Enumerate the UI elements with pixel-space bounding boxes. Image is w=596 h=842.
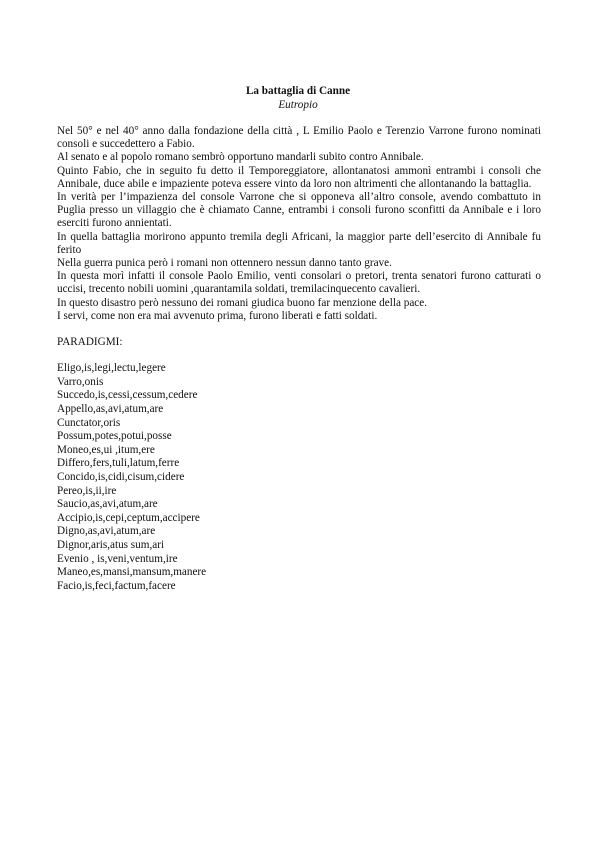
paradigm-item: Saucio,as,avi,atum,are	[57, 498, 158, 511]
paragraph-8: In questo disastro però nessuno dei romani giudica buono far menzione della pace.	[57, 296, 428, 309]
paradigm-item: Concido,is,cidi,cisum,cidere	[57, 471, 185, 483]
paradigm-item: Varro,onis	[57, 375, 104, 388]
document-body	[57, 125, 541, 593]
paradigm-item: Digno,as,avi,atum,are	[57, 525, 156, 538]
paradigm-item: Facio,is,feci,factum,facere	[57, 579, 176, 592]
paradigm-item: Dignor,aris,atus sum,ari	[57, 538, 165, 551]
paradigm-list	[57, 362, 541, 593]
spacer	[57, 349, 541, 362]
paragraph-5: In quella battaglia morirono appunto tremila degli Africani, la maggior parte dell’esercito di Annibale fu ferito	[57, 230, 541, 256]
paragraph-7: In questa morì infatti il console Paolo Emilio, venti consolari o pretori, trenta senatori furono catturati o uccisi, trecento nobili uomini ,quarantamila soldati, tremilacinquecento cavalieri.	[57, 270, 541, 296]
paradigm-item: Evenio , is,veni,ventum,ire	[57, 552, 178, 565]
paradigmi-heading: PARADIGMI:	[57, 336, 123, 349]
paradigm-item: Eligo,is,legi,lectu,legere	[57, 362, 166, 375]
paradigm-item: Appello,as,avi,atum,are	[57, 403, 164, 416]
paradigm-item: Differo,fers,tuli,latum,ferre	[57, 457, 180, 470]
paradigm-item: Pereo,is,ii,ire	[57, 484, 117, 497]
document-title: La battaglia di Canne	[245, 85, 351, 97]
paradigm-item: Cunctator,oris	[57, 416, 121, 429]
paradigm-item: Moneo,es,ui ,itum,ere	[57, 443, 155, 456]
paragraph-9: I servi, come non era mai avvenuto prima, furono liberati e fatti soldati.	[57, 309, 378, 322]
paradigm-item: Accipio,is,cepi,ceptum,accipere	[57, 511, 200, 524]
paragraph-3: Quinto Fabio, che in seguito fu detto il Temporeggiatore, allontanatosi ammonì entrambi i consoli che Annibale, duce abile e impaziente poteva essere vinto da loro non altrimenti che allontanando la battaglia.	[57, 164, 541, 190]
paragraph-2: Al senato e al popolo romano sembrò opportuno mandarli subito contro Annibale.	[57, 151, 424, 164]
paradigm-item: Maneo,es,mansi,mansum,manere	[57, 566, 207, 579]
spacer	[57, 323, 541, 336]
paragraph-1: Nel 50° e nel 40° anno dalla fondazione della città , L Emilio Paolo e Terenzio Varrone furono nominati consoli e succedettero a Fabio.	[57, 125, 541, 151]
document-author: Eutropio	[278, 99, 318, 111]
paragraph-4: In verità per l’impazienza del console Varrone che si opponeva all’altro console, avendo combattuto in Puglia presso un villaggio che è chiamato Canne, entrambi i consoli furono sconfitti da Annibale e i loro eserciti furono annientati.	[57, 191, 541, 230]
paradigm-item: Possum,potes,potui,posse	[57, 430, 172, 443]
paradigm-item: Succedo,is,cessi,cessum,cedere	[57, 389, 198, 402]
paragraph-6: Nella guerra punica però i romani non ottennero nessun danno tanto grave.	[57, 257, 392, 270]
